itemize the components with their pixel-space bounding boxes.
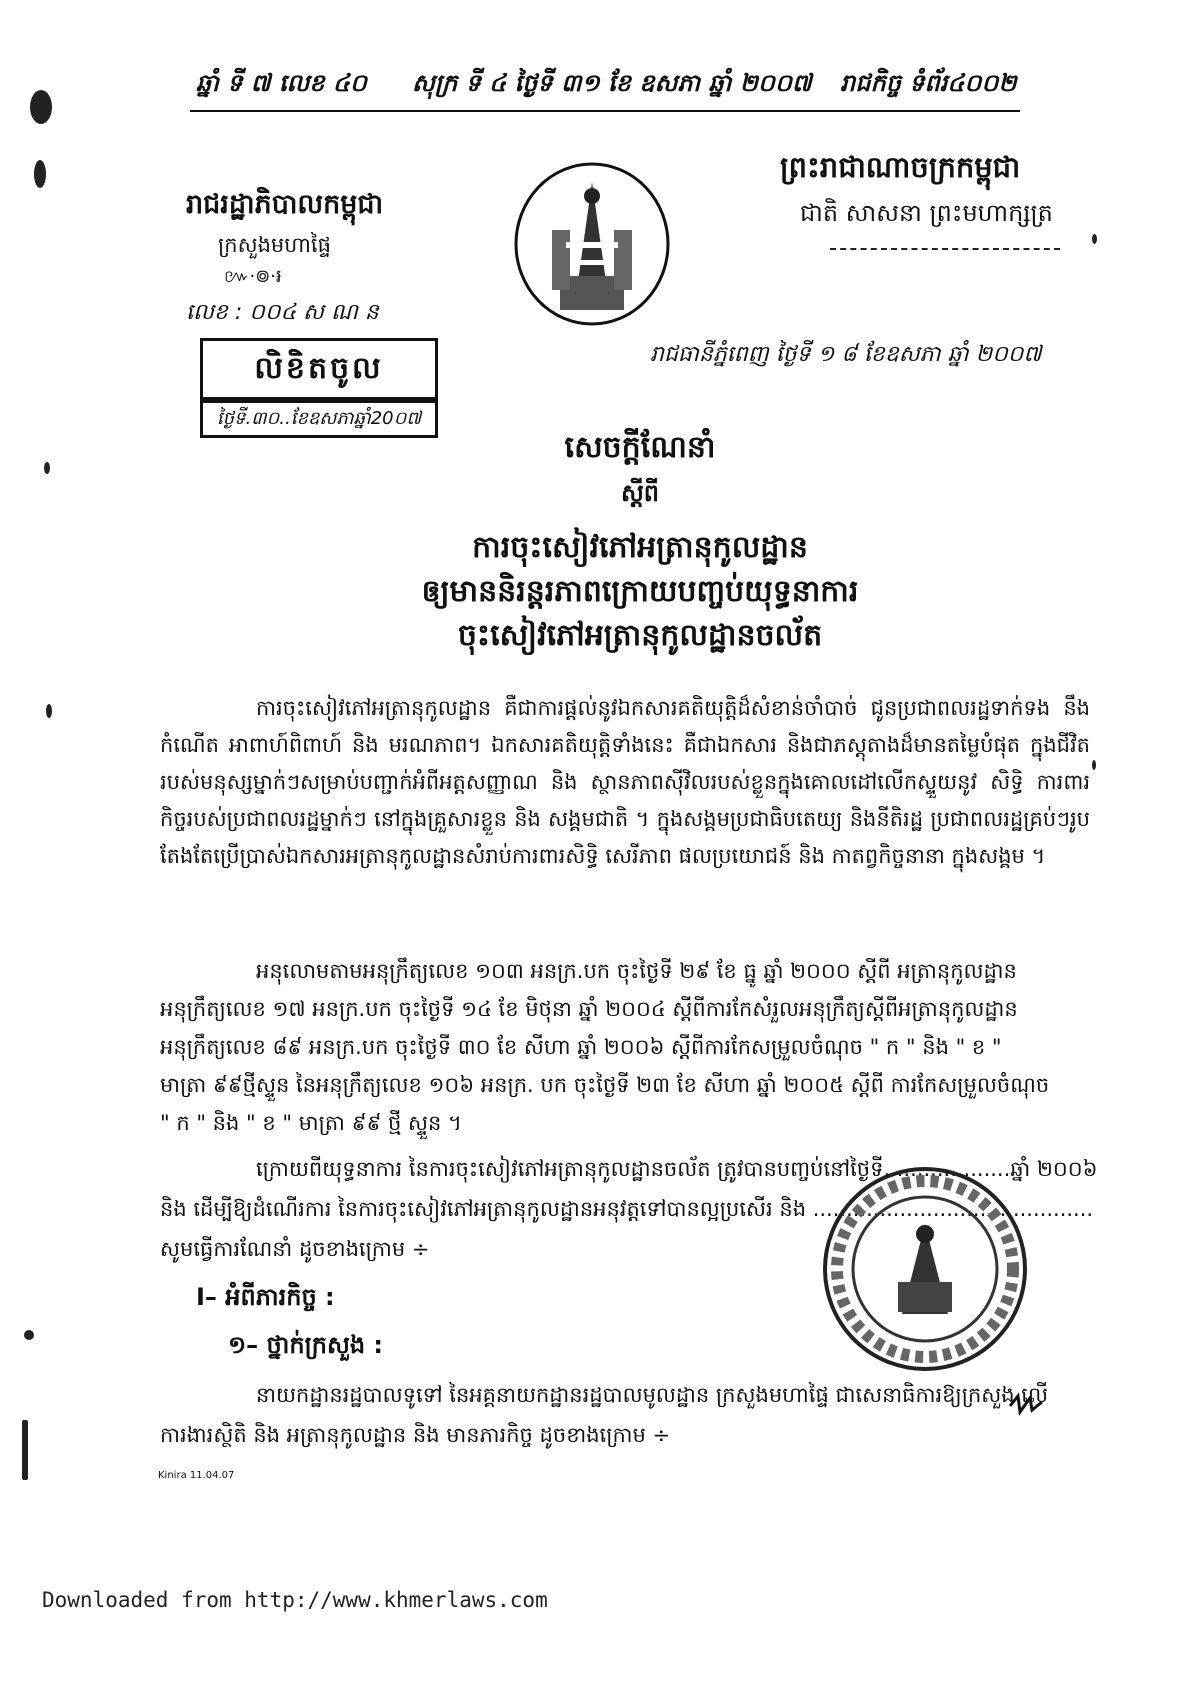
document-title: សេចក្ដីណែនាំ <box>564 430 716 465</box>
legal-reference-line: " ក " និង " ខ " មាត្រា ៩៩ ថ្មី ស្ទួន ។ <box>160 1111 462 1135</box>
paragraph-campaign: សូមធ្វើការណែនាំ ដូចខាងក្រោម ÷ <box>160 1237 430 1261</box>
scan-speck <box>22 1420 28 1480</box>
section-heading-duties <box>196 1282 335 1317</box>
paragraph-intro: ការចុះសៀវភៅអត្រានុកូលដ្ឋាន គឺជាការផ្ដល់នូវឯកសារគតិយុត្តិដ៏សំខាន់ចាំបាច់ ជូនប្រជាពលរដ្ឋទាក់ទង នឹងកំណើត អាពាហ៍ពិពាហ៍ និង មរណភាព។ ឯកសារគតិយុត្តិទាំងនេះ គឺជាឯកសារ និងជាភស្តុតាងដ៏មានតម្លៃបំផុត ក្នុងជីវិតរបស់មនុស្សម្នាក់ៗសម្រាប់បញ្ជាក់អំពីអត្តសញ្ញាណ និង ស្ថានភាពស៊ីវិលរបស់ខ្លួនក្នុងគោលដៅលើកស្ទួយនូវ សិទ្ធិ ការពារកិច្ចរបស់ប្រជាពលរដ្ឋម្នាក់ៗ នៅក្នុងគ្រួសារខ្លួន និង សង្គមជាតិ ។ ក្នុងសង្គមប្រជាធិបតេយ្យ និងនីតិរដ្ឋ ប្រជាពលរដ្ឋគ្រប់ៗរូបតែងតែប្រើប្រាស់ឯកសារអត្រានុកូលដ្ឋានសំរាប់ការពារសិទ្ធិ សេរីភាព ផលប្រយោជន៍ និង កាតព្វកិច្ចនានា ក្នុងសង្គម ។ <box>160 696 1090 868</box>
legal-reference-line: មាត្រា ៩៩ថ្មីស្ទួន នៃអនុក្រឹត្យលេខ ១០៦ អនក្រ. បក ចុះថ្ងៃទី ២៣ ខែ សីហា ឆ្នាំ ២០០៥ ស្ដីពី ការកែសម្រួលចំណុច <box>160 1073 1050 1097</box>
scan-speck <box>24 1330 34 1340</box>
title-subject-line-1: ការចុះសៀវភៅអត្រានុកូលដ្ឋាន <box>472 530 808 565</box>
section-heading-ministry-text: ១– ថ្នាក់ក្រសួង : <box>228 1331 384 1359</box>
section-heading-duties-text: I– អំពីភារកិច្ច : <box>196 1283 335 1311</box>
paragraph-department: នាយកដ្ឋានរដ្ឋបាលទូទៅ នៃអគ្គនាយកដ្ឋានរដ្ឋបាលមូលដ្ឋាន ក្រសួងមហាផ្ទៃ ជាសេនាធិការឱ្យក្រសួង លើ <box>256 1383 1048 1407</box>
ministry-seal <box>820 1164 1030 1374</box>
section-heading-ministry <box>228 1330 383 1365</box>
gazette-issue: ឆ្នាំ ទី ៧ លេខ ៤០ <box>196 69 367 97</box>
title-about: ស្ដីពី <box>620 479 660 507</box>
gazette-date: សុក្រ ទី ៤ ថ្ងៃទី ៣១ ខែ ឧសភា ឆ្នាំ ២០០៧ <box>412 69 812 97</box>
title-subject-line-3: ចុះសៀវភៅអត្រានុកូលដ្ឋានចល័ត <box>457 618 823 653</box>
paragraph-campaign: និង ដើម្បីឱ្យដំណើរការ នៃការចុះសៀវភៅអត្រានុកូលដ្ឋានអនុវត្តទៅបានល្អប្រសើរ និង .......................................... <box>160 1197 1094 1221</box>
print-code: Kinira 11.04.07 <box>158 1470 235 1481</box>
sender-ornament: ៚·៙·៛ <box>224 266 282 287</box>
scan-speck <box>44 462 50 474</box>
received-stamp <box>200 338 436 438</box>
government-name: រាជរដ្ឋាភិបាលកម្ពុជា <box>186 189 384 220</box>
handwritten-mark <box>1008 1392 1044 1416</box>
motto-ornament <box>830 248 1060 250</box>
scan-speck <box>1092 760 1096 770</box>
legal-reference-line: អនុលោមតាមអនុក្រឹត្យលេខ ១០៣ អនក្រ.បក ចុះថ្ងៃទី ២៩ ខែ ធ្នូ ឆ្នាំ ២០០០ ស្ដីពី អត្រានុកូលដ្ឋាន <box>256 959 1017 983</box>
kingdom-motto: ជាតិ សាសនា ព្រះមហាក្សត្រ <box>800 199 1053 227</box>
kingdom-title: ព្រះរាជាណាចក្រកម្ពុជា <box>780 150 1021 184</box>
legal-reference-line: អនុក្រឹត្យលេខ ៨៩ អនក្រ.បក ចុះថ្ងៃទី ៣០ ខែ សីហា ឆ្នាំ ២០០៦ ស្ដីពីការកែសម្រួលចំណុច " ក " និង " ខ " <box>160 1035 1002 1059</box>
received-stamp-label: លិខិតចូល <box>200 338 438 400</box>
place-and-date: រាជធានីភ្នំពេញ ថ្ងៃទី ១ ៨ ខែឧសភា ឆ្នាំ ២០០៧ <box>650 342 1042 367</box>
paragraph-campaign: ក្រោយពីយុទ្ធនាការ នៃការចុះសៀវភៅអត្រានុកូលដ្ឋានចល័ត ត្រូវបានបញ្ចប់នៅថ្ងៃទី...................ឆ្នាំ ២០០៦ <box>256 1157 1098 1181</box>
received-stamp-date: ថ្ងៃទី.៣០..ខែឧសភាឆ្នាំ20០៧ <box>200 400 438 438</box>
title-subject-line-2: ឲ្យមាននិរន្តរភាពក្រោយបញ្ចប់យុទ្ធនាការ <box>421 574 859 609</box>
download-source-note: Downloaded from http://www.khmerlaws.com <box>42 1588 548 1612</box>
header-rule <box>190 110 1020 112</box>
scan-speck <box>1092 234 1097 244</box>
reference-number: លេខ : ០០៤ ស ណ ន <box>186 300 379 325</box>
royal-emblem <box>512 160 672 328</box>
legal-reference-line: អនុក្រឹត្យលេខ ១៧ អនក្រ.បក ចុះថ្ងៃទី ១៤ ខែ មិថុនា ឆ្នាំ ២០០៤ ស្ដីពីការកែសំរួលអនុក្រឹត្យស្ដីពីអត្រានុកូលដ្ឋាន <box>160 997 1018 1021</box>
scan-speck <box>34 160 46 188</box>
paragraph-department: ការងារស្ថិតិ និង អត្រានុកូលដ្ឋាន និង មានភារកិច្ច ដូចខាងក្រោម ÷ <box>160 1423 671 1447</box>
scan-speck <box>30 90 52 124</box>
gazette-page: រាជកិច្ច ទំព័រ៤០០២ <box>840 69 1017 97</box>
scan-speck <box>46 704 52 718</box>
ministry-name: ក្រសួងមហាផ្ទៃ <box>218 233 331 257</box>
